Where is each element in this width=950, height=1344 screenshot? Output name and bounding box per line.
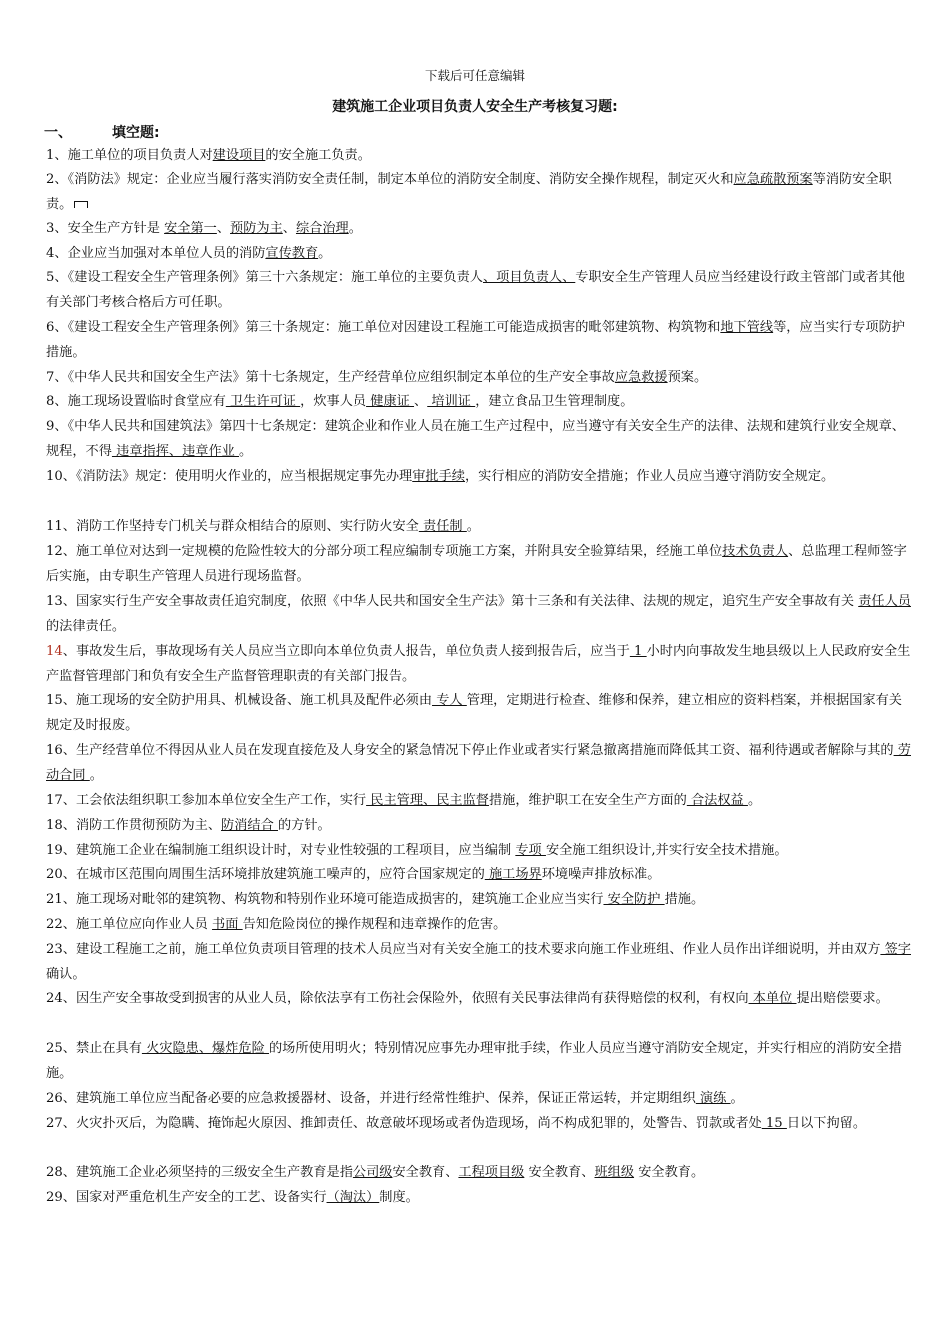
question-text: 5、《建设工程安全生产管理条例》第三十六条规定：施工单位的主要负责人 [46, 270, 483, 285]
answer: 应急疏散预案 [733, 172, 813, 187]
answer: 火灾隐患、爆炸危险 [141, 1041, 269, 1056]
question-22 [46, 913, 914, 938]
question-text: 28、建筑施工企业必须坚持的三级安全生产教育是指 [46, 1165, 353, 1180]
question-text: 等，应当实行专项防护措施。 [46, 320, 905, 360]
answer: 民主管理、民主监督 [366, 793, 489, 808]
answer: 地下管线 [720, 320, 774, 335]
answer: 卫生许可证 [225, 394, 301, 409]
answer: 健康证 [366, 394, 415, 409]
question-7 [46, 366, 914, 391]
answer: 签字 [880, 942, 911, 957]
answer: 书面 [212, 917, 243, 932]
question-20 [46, 863, 914, 888]
question-text: 的场所使用明火；特别情况应事先办理审批手续，作业人员应当遵守消防安全规定，并实行相应的消防安全措施。 [46, 1041, 902, 1081]
question-1 [46, 144, 914, 169]
answer: 技术负责人 [722, 544, 789, 559]
question-text: 8、施工现场设置临时食堂应有 [46, 394, 226, 409]
question-10 [46, 465, 926, 490]
question-5 [46, 266, 914, 315]
page-banner: 下载后可任意编辑 [424, 68, 525, 83]
question-text: 15、施工现场的安全防护用具、机械设备、施工机具及配件必须由 [46, 693, 433, 708]
question-text: 制度。 [379, 1190, 419, 1205]
question-text: 措施，维护职工在安全生产方面的 [488, 793, 687, 808]
section-title: 填空题: [112, 125, 160, 141]
answer: 应急救援 [614, 370, 668, 385]
answer: 责任人员 [858, 594, 911, 609]
question-text: 。 [348, 221, 362, 236]
question-text: 4、企业应当加强对本单位人员的消防 [46, 246, 266, 261]
question-26 [46, 1087, 914, 1112]
question-text: 23、建设工程施工之前，施工单位负责项目管理的技术人员应当对有关安全施工的技术要求向施工作业班组、作业人员作出详细说明，并由双方 [46, 942, 881, 957]
question-14 [46, 640, 914, 689]
question-text: 安全教育、 [392, 1165, 459, 1180]
question-text: 环境噪声排放标准。 [541, 867, 661, 882]
insert-mark-icon [74, 201, 88, 208]
answer: （淘汰） [326, 1190, 380, 1205]
question-text: 、 [216, 221, 231, 236]
question-text: 2、《消防法》规定：企业应当履行落实消防安全责任制，制定本单位的消防安全制度、消防安全操作规程，制定灭火和 [46, 172, 734, 187]
answer: 班组级 [594, 1165, 635, 1180]
question-text: 等消防安全职责。 [46, 172, 892, 212]
question-text: 提出赔偿要求。 [796, 991, 889, 1006]
answer: 专人 [432, 693, 467, 708]
question-text: 的方针。 [277, 818, 331, 833]
answer: 公司级 [352, 1165, 393, 1180]
question-text: 25、禁止在具有 [46, 1041, 142, 1056]
answer: 预防为主 [230, 221, 283, 236]
question-number: 14 [46, 644, 63, 659]
question-27 [46, 1112, 914, 1137]
question-text: 17、工会依法组织职工参加本单位安全生产工作，实行 [46, 793, 367, 808]
question-text: 的法律责任。 [46, 618, 126, 634]
question-text: 18、消防工作贯彻预防为主、 [46, 818, 222, 833]
question-text: 的安全施工负责。 [265, 148, 371, 163]
page-title: 建筑施工企业项目负责人安全生产考核复习题: [332, 99, 618, 115]
answer: 合法权益 [686, 793, 748, 808]
answer: 建设项目 [212, 148, 266, 163]
question-text: 、事故发生后，事故现场有关人员应当立即向本单位负责人报告，单位负责人接到报告后，应当于 [62, 644, 630, 659]
question-25 [46, 1037, 914, 1086]
answer: 安全第一 [164, 221, 217, 236]
question-text: 3、安全生产方针是 [46, 221, 165, 236]
answer: 施工场界 [484, 867, 542, 882]
question-text: 、总监理工程师签字后实施，由专职生产管理人员进行现场监督。 [46, 544, 907, 584]
question-2 [46, 168, 914, 217]
question-13 [46, 590, 914, 639]
question-text: 24、因生产安全事故受到损害的从业人员，除依法享有工伤社会保险外，依照有关民事法律尚有获得赔偿的权利，有权向 [46, 991, 749, 1006]
question-3 [46, 217, 914, 242]
answer: 违章指挥、违章作业 [111, 443, 240, 459]
question-text: 。 [730, 1091, 744, 1106]
question-text: 20、在城市区范围向周围生活环境排放建筑施工噪声的，应符合国家规定的 [46, 867, 485, 882]
question-text: 22、施工单位应向作业人员 [46, 917, 213, 932]
question-4 [46, 242, 914, 267]
answer: 责任制 [418, 519, 467, 534]
question-text: 12、施工单位对达到一定规模的危险性较大的分部分项工程应编制专项施工方案，并附具安全验算结果，经施工单位 [46, 544, 723, 559]
question-text: 9、《中华人民共和国建筑法》第四十七条规定：建筑企业和作业人员在施工生产过程中，应当遵守有关安全生产的法律、法规和建筑行业安全规章、规程，不得 [46, 419, 905, 459]
answer: 1 [629, 644, 647, 659]
question-17 [46, 789, 914, 814]
question-9 [46, 415, 914, 464]
answer: 培训证 [427, 394, 476, 409]
question-text: 小时内向事故发生地县级以上人民政府安全生产监督管理部门和负有安全生产监督管理职责的有关部门报告。 [46, 644, 911, 684]
question-23 [46, 938, 914, 987]
answer: 劳动合同 [46, 743, 911, 783]
question-16 [46, 739, 914, 788]
question-text: 。 [89, 767, 103, 783]
question-text: 6、《建设工程安全生产管理条例》第三十条规定：施工单位对因建设工程施工可能造成损害的毗邻建筑物、构筑物和 [46, 320, 721, 335]
question-text: ，炊事人员 [300, 394, 367, 409]
question-text: 10、《消防法》规定：使用明火作业的，应当根据规定事先办理 [46, 469, 413, 484]
question-text: 26、建筑施工单位应当配备必要的应急救援器材、设备，并进行经常性维护、保养，保证正常运转，并定期组织 [46, 1091, 696, 1106]
question-21 [46, 888, 914, 913]
answer: 审批手续 [412, 469, 465, 484]
question-text: 11、消防工作坚持专门机关与群众相结合的原则、实行防火安全 [46, 519, 419, 534]
question-12 [46, 540, 914, 589]
question-text: 16、生产经营单位不得因从业人员在发现直接危及人身安全的紧急情况下停止作业或者实行紧急撤离措施而降低其工资、福利待遇或者解除与其的 [46, 743, 894, 758]
answer: 防消结合 [221, 818, 278, 833]
question-11 [46, 515, 914, 540]
question-text: 。 [747, 793, 762, 808]
answer: 工程项目级 [458, 1165, 525, 1180]
question-19 [46, 839, 914, 864]
question-15 [46, 689, 914, 738]
question-text: 日以下拘留。 [786, 1116, 867, 1131]
question-28 [46, 1161, 914, 1186]
answer: 演练 [695, 1091, 731, 1106]
question-18 [46, 814, 914, 839]
question-text: 。 [239, 443, 253, 459]
question-text: 7、《中华人民共和国安全生产法》第十七条规定，生产经营单位应组织制定本单位的生产安全事故 [46, 370, 615, 385]
question-6 [46, 316, 914, 365]
question-text: 安全教育。 [634, 1165, 705, 1180]
question-text: 。 [318, 246, 332, 261]
answer: 专项 [515, 843, 546, 858]
question-text: 、 [282, 221, 296, 236]
question-text: 预案。 [667, 370, 708, 385]
answer: 、项目负责人、 [482, 270, 576, 285]
question-29 [46, 1186, 914, 1211]
question-text: 安全施工组织设计,并实行安全技术措施。 [545, 843, 788, 858]
answer: 15 [761, 1116, 787, 1131]
question-text: ，建立食品卫生管理制度。 [475, 394, 634, 409]
question-8 [46, 390, 914, 415]
answer: 安全防护 [603, 892, 665, 907]
question-text: 13、国家实行生产安全事故责任追究制度，依照《中华人民共和国安全生产法》第十三条和有关法律、法规的规定，追究生产安全事故有关 [46, 594, 859, 609]
question-text: 29、国家对严重危机生产安全的工艺、设备实行 [46, 1190, 327, 1205]
answer: 本单位 [748, 991, 797, 1006]
question-text: 管理，定期进行检查、维修和保养，建立相应的资料档案，并根据国家有关规定及时报废。 [46, 693, 902, 733]
question-text: 告知危险岗位的操作规程和违章操作的危害。 [242, 917, 507, 932]
section-number: 一、 [44, 125, 72, 141]
question-text: 。 [466, 519, 480, 534]
section-heading [44, 122, 160, 142]
question-text: 、 [414, 394, 428, 409]
question-24 [46, 987, 914, 1012]
question-text: 安全教育、 [524, 1165, 595, 1180]
question-text: 专职安全生产管理人员应当经建设行政主管部门或者其他有关部门考核合格后方可任职。 [46, 270, 905, 310]
answer: 宣传教育 [265, 246, 319, 261]
answer: 综合治理 [295, 221, 349, 236]
question-text: 措施。 [664, 892, 705, 907]
question-text: ，实行相应的消防安全措施；作业人员应当遵守消防安全规定。 [465, 469, 835, 484]
question-text: 确认。 [46, 966, 86, 982]
question-text: 27、火灾扑灭后，为隐瞒、掩饰起火原因、推卸责任、故意破坏现场或者伪造现场，尚不构成犯罪的，处警告、罚款或者处 [46, 1116, 762, 1131]
question-text: 1、施工单位的项目负责人对 [46, 148, 213, 163]
question-text: 19、建筑施工企业在编制施工组织设计时，对专业性较强的工程项目，应当编制 [46, 843, 516, 858]
question-text: 21、施工现场对毗邻的建筑物、构筑物和特别作业环境可能造成损害的，建筑施工企业应当实行 [46, 892, 604, 907]
